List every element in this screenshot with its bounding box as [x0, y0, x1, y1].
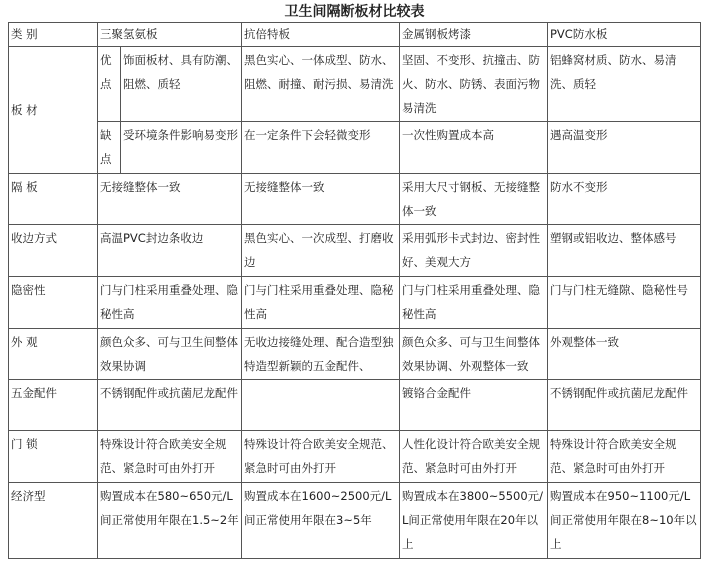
cell-edging-2: 黑色实心、一次成型、打磨收边 [242, 225, 400, 277]
cell-lock-2: 特殊设计符合欧美安全规范、紧急时可由外打开 [242, 431, 400, 483]
header-col-4: PVC防水板 [548, 23, 701, 47]
advantage-label: 优点 [98, 47, 121, 122]
cell-edging-4: 塑钢或铝收边、整体感号 [548, 225, 701, 277]
table-row [9, 277, 701, 329]
table-row [9, 483, 701, 559]
row-label-lock: 门 锁 [9, 431, 98, 483]
table-row [9, 329, 701, 380]
cell-material-disadv-2: 在一定条件下会轻微变形 [242, 122, 400, 174]
cell-hardware-4: 不锈钢配件或抗菌尼龙配件 [548, 380, 701, 431]
header-col-2: 抗倍特板 [242, 23, 400, 47]
cell-privacy-1: 门与门柱采用重叠处理、隐秘性高 [98, 277, 242, 329]
cell-partition-3: 采用大尺寸钢板、无接缝整体一致 [400, 174, 548, 225]
table-row [9, 431, 701, 483]
row-label-privacy: 隐密性 [9, 277, 98, 329]
cell-edging-3: 采用弧形卡式封边、密封性好、美观大方 [400, 225, 548, 277]
cell-material-adv-1: 饰面板材、具有防潮、阻燃、质轻 [121, 47, 242, 122]
comparison-table [8, 22, 701, 559]
table-row [9, 174, 701, 225]
table-header-row [9, 23, 701, 47]
cell-material-adv-4: 铝蜂窝材质、防水、易清洗、质轻 [548, 47, 701, 122]
cell-hardware-3: 镀铬合金配件 [400, 380, 548, 431]
header-col-1: 三聚氢氨板 [98, 23, 242, 47]
row-label-economy: 经济型 [9, 483, 98, 559]
cell-economy-2: 购置成本在1600~2500元/L间正常使用年限在3~5年 [242, 483, 400, 559]
table-row [9, 380, 701, 431]
cell-privacy-4: 门与门柱无缝隙、隐秘性号 [548, 277, 701, 329]
row-label-edging: 收边方式 [9, 225, 98, 277]
cell-appearance-4: 外观整体一致 [548, 329, 701, 380]
cell-material-disadv-4: 遇高温变形 [548, 122, 701, 174]
cell-hardware-2 [242, 380, 400, 431]
cell-economy-3: 购置成本在3800~5500元/L间正常使用年限在20年以上 [400, 483, 548, 559]
header-col-3: 金属钢板烤漆 [400, 23, 548, 47]
table-row [9, 47, 701, 122]
cell-partition-1: 无接缝整体一致 [98, 174, 242, 225]
cell-lock-4: 特殊设计符合欧美安全规范、紧急时可由外打开 [548, 431, 701, 483]
cell-lock-3: 人性化设计符合欧美安全规范、紧急时可由外打开 [400, 431, 548, 483]
cell-material-disadv-1: 受环境条件影响易变形 [121, 122, 242, 174]
cell-hardware-1: 不锈钢配件或抗菌尼龙配件 [98, 380, 242, 431]
cell-appearance-2: 无收边接缝处理、配合造型独特造型新颖的五金配件、 [242, 329, 400, 380]
row-label-partition: 隔 板 [9, 174, 98, 225]
cell-partition-4: 防水不变形 [548, 174, 701, 225]
cell-economy-4: 购置成本在950~1100元/L间正常使用年限在8~10年以上 [548, 483, 701, 559]
page-title: 卫生间隔断板材比较表 [284, 4, 425, 20]
cell-appearance-1: 颜色众多、可与卫生间整体效果协调 [98, 329, 242, 380]
cell-privacy-3: 门与门柱采用重叠处理、隐秘性高 [400, 277, 548, 329]
row-label-appearance: 外 观 [9, 329, 98, 380]
disadvantage-label: 缺点 [98, 122, 121, 174]
row-label-material: 板 材 [9, 47, 98, 174]
cell-lock-1: 特殊设计符合欧美安全规范、紧急时可由外打开 [98, 431, 242, 483]
cell-material-disadv-3: 一次性购置成本高 [400, 122, 548, 174]
header-category: 类 别 [9, 23, 98, 47]
cell-economy-1: 购置成本在580~650元/L间正常使用年限在1.5~2年 [98, 483, 242, 559]
cell-partition-2: 无接缝整体一致 [242, 174, 400, 225]
row-label-hardware: 五金配件 [9, 380, 98, 431]
cell-edging-1: 高温PVC封边条收边 [98, 225, 242, 277]
cell-privacy-2: 门与门柱采用重叠处理、隐秘性高 [242, 277, 400, 329]
cell-material-adv-2: 黑色实心、一体成型、防水、阻燃、耐撞、耐污损、易清洗 [242, 47, 400, 122]
table-row [9, 122, 701, 174]
cell-appearance-3: 颜色众多、可与卫生间整体效果协调、外观整体一致 [400, 329, 548, 380]
table-row [9, 225, 701, 277]
cell-material-adv-3: 坚固、不变形、抗撞击、防火、防水、防锈、表面污物易清洗 [400, 47, 548, 122]
